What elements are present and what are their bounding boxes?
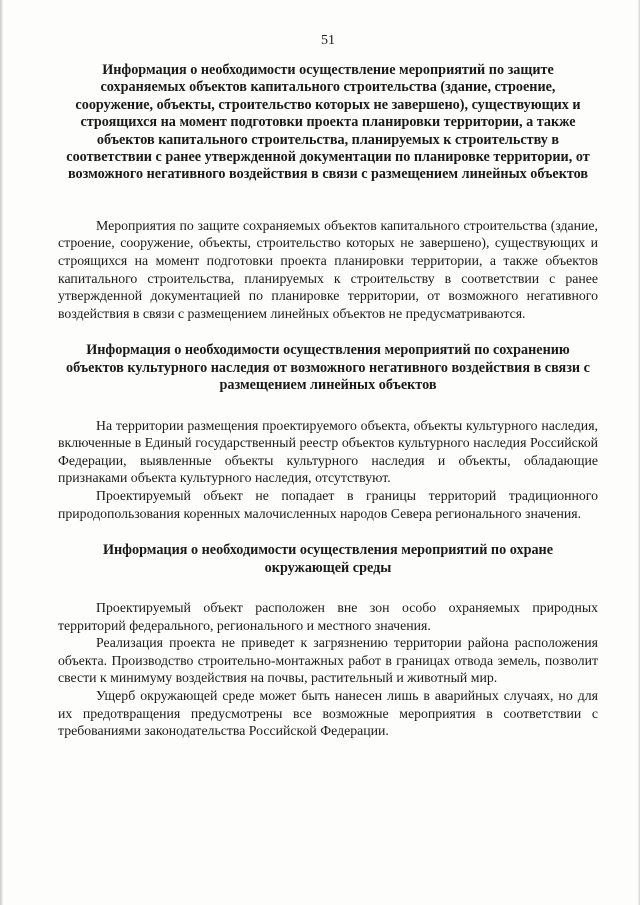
section-heading: Информация о необходимости осуществления мероприятий по сохранению объектов культурного наследия от возможного негативного воздействия в связи с размещением линейных объектов	[66, 342, 590, 394]
scan-edge-left	[0, 0, 3, 905]
page-number: 51	[321, 33, 335, 48]
section-paragraph: На территории размещения проектируемого объекта, объекты культурного наследия, включенные в Единый государственный реестр объектов культурного наследия Российской Федерации, выявленные объекты культурного наследия и объекты, обладающие признаками объекта культурного наследия, отсутствуют.	[58, 417, 598, 486]
page-content	[58, 32, 598, 740]
section-paragraph: Проектируемый объект не попадает в границы территорий традиционного природопользования коренных малочисленных народов Севера регионального значения.	[58, 488, 598, 521]
section-heading: Информация о необходимости осуществление мероприятий по защите сохраняемых объектов капитального строительства (здание, строение, сооружение, объекты, строительство которых не завершено), существующих и строящихся на момент подготовки проекта планировки территории, а также объектов капитального строительства, планируемых к строительству в соответствии с ранее утвержденной документации по планировке территории, от возможного негативного воздействия в связи с размещением линейных объектов	[66, 62, 590, 183]
section-paragraph: Мероприятия по защите сохраняемых объектов капитального строительства (здание, строение, сооружение, объекты, строительство которых не завершено), существующих и строящихся на момент подготовки проекта планировки территории, а также объектов капитального строительства, планируемых к строительству в соответствии с ранее утвержденной документацией по планировке территории, от возможного негативного воздействия в связи с размещением линейных объектов не предусматриваются.	[58, 217, 598, 321]
section-paragraph: Проектируемый объект расположен вне зон особо охраняемых природных территорий федерального, регионального и местного значения.	[58, 600, 598, 633]
section-heading: Информация о необходимости осуществления мероприятий по охране окружающей среды	[102, 542, 554, 576]
section-paragraph: Реализация проекта не приведет к загрязнению территории района расположения объекта. Производство строительно-монтажных работ в границах отвода земель, позволит свести к минимуму воздействия на почвы, растительный и животный мир.	[58, 635, 598, 686]
section-capital-construction-protection	[58, 62, 598, 322]
section-cultural-heritage	[58, 342, 598, 522]
section-paragraph: Ущерб окружающей среде может быть нанесен лишь в аварийных случаях, но для их предотвращения предусмотрены все возможные мероприятия в соответствии с требованиями законодательства Российской Федерации.	[58, 687, 598, 739]
section-environment-protection	[58, 542, 598, 740]
